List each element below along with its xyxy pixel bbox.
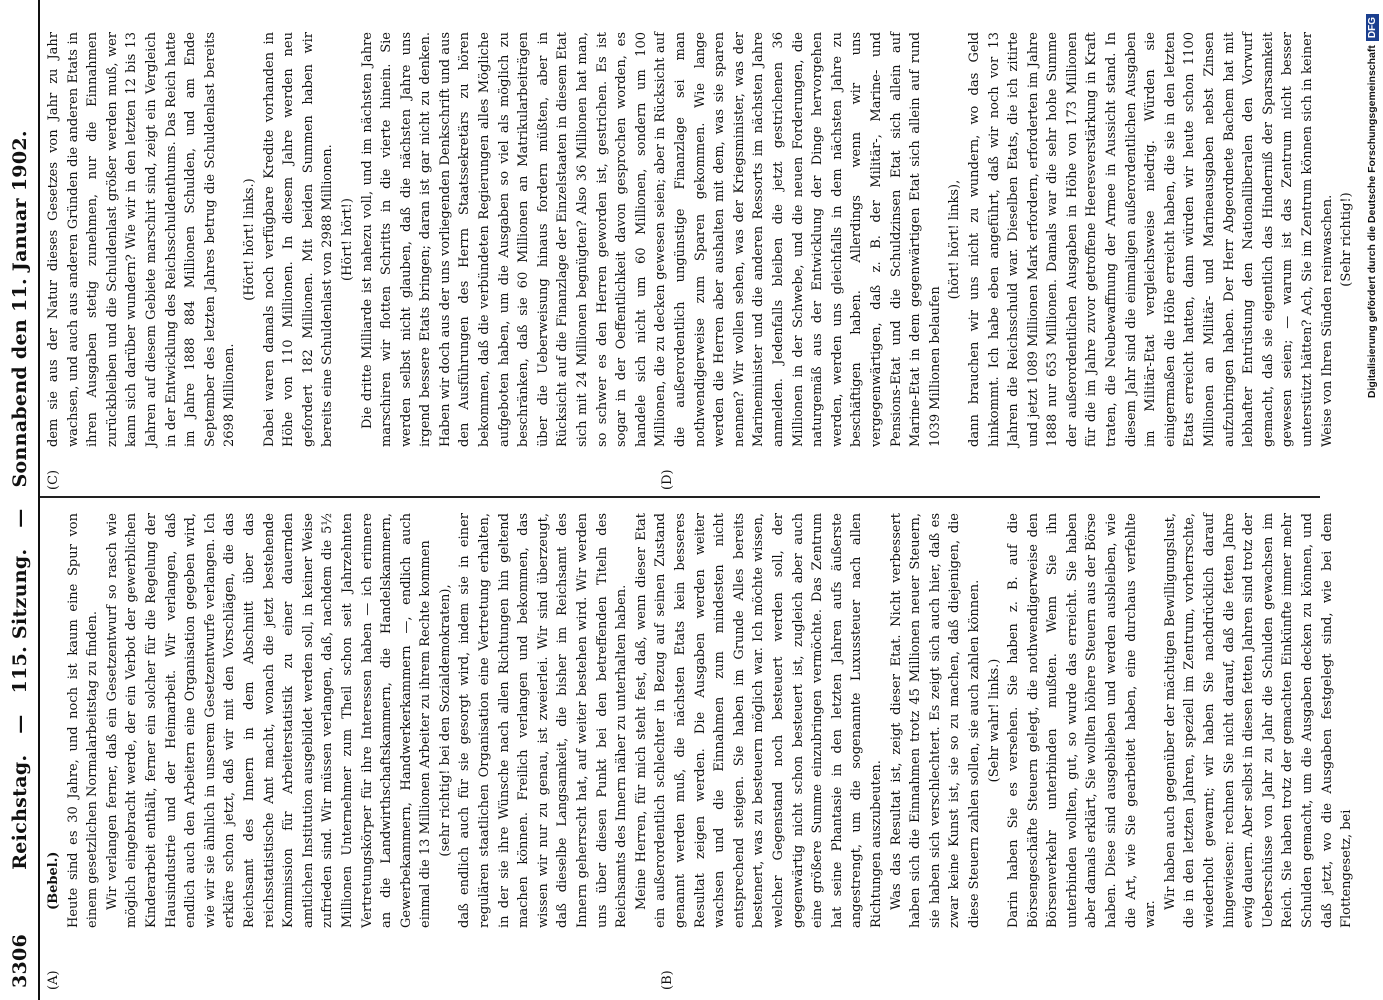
margin-marker-c: (C): [46, 469, 61, 490]
right-column-paragraph: [240, 32, 260, 447]
paragraph-text: (Sehr wahr! links.): [986, 658, 1002, 783]
left-column-paragraph: [887, 513, 985, 928]
right-column-paragraph: [260, 32, 338, 447]
assembly-name: Reichstag.: [9, 754, 31, 870]
right-column-paragraph: [965, 32, 1337, 447]
session-name: 115. Sitzung.: [9, 548, 31, 694]
header-dash-2: —: [9, 508, 31, 528]
margin-marker-d: (D): [660, 469, 675, 490]
paragraph-text: (Hört! hört! links.): [241, 178, 257, 301]
paragraph-text: Dabei waren damals noch verfügbare Kredite vorhanden in Höhe von 110 Millionen. In diesem Jahre werden neu gefordert 182 Millionen. Mit beiden Summen haben wir bereits eine Schuldenlast von 2988 Millionen.: [261, 32, 336, 447]
right-column: [44, 32, 1357, 447]
paragraph-text: dann brauchen wir uns nicht zu wundern, wo das Geld hinkommt. Ich habe eben angeführt, daß wir noch vor 13 Jahren die Reichsschuld war. Dieselben Etats, die ich zitirte und jetzt 1089 Millionen Mark erfordern, erforderten im Jahre 1888 nur 653 Millionen. Damals war die sehr hohe Summe der außerordentlichen Ausgaben in Höhe von 173 Millionen für die im Jahre zuvor getroffene Heeresverstärkung in Kraft traten, die Neubewaffnung der Armee in Aussicht stand. In diesem Jahr sind die einmaligen außerordentlichen Ausgaben im Militär-Etat vergleichsweise niedrig. Würden sie einigermaßen die Höhe erreicht haben, die sie in den letzten Etats erreicht hatten, dann würden wir heute schon 1100 Millionen an Militär- und Marineausgaben nebst Zinsen aufzubringen haben. Der Herr Abgeordnete Bachem hat mit lebhafter Entrüstung den Nationalliberalen den Vorwurf gemacht, daß sie eigentlich das Hinderniß der Sparsamkeit gewesen seien; — warum ist das Zentrum nicht besser unterstützt hätten? Ach, Sie im Zentrum können sich in keiner Weise von Ihren Sünden reinwaschen.: [966, 32, 1335, 447]
left-column-paragraph: [436, 513, 456, 928]
column-divider: [40, 496, 1320, 498]
left-column-paragraph: [985, 513, 1005, 928]
paragraph-text: Wir haben auch gegenüber der mächtigen Bewilligungslust, die in den letzten Jahren, speziell im Zentrum, vorherrschte, wiederholt gewarnt; wir haben Sie nachdrücklich darauf hingewiesen: rechnen Sie nicht darauf, daß die fetten Jahre ewig dauern. Aber selbst in diesen fetten Jahren sind trotz der Ueberschüsse von Jahr zu Jahr die Schulden gewachsen im Reich. Sie haben trotz der gemachten Einkünfte immer mehr Schulden gemacht, um die Ausgaben decken zu können, und daß jetzt, wo die Ausgaben festgelegt sind, wie bei dem Flottengesetz, bei: [1162, 513, 1355, 928]
speaker-name: (Bebel.): [46, 851, 61, 910]
paragraph-text: (Hört! hört!): [339, 198, 355, 281]
right-column-paragraph: [338, 32, 358, 447]
margin-marker-b: (B): [660, 970, 675, 990]
left-column-paragraph: [1161, 513, 1357, 928]
paragraph-text: daß endlich auch für sie gesorgt wird, indem sie in einer regulären staatlichen Organisation eine Vertretung erhalten, in der sie ihre Wünsche nach allen Richtungen hin geltend machen können. Freilich verlangen und bekommen, das wissen wir nur zu genau, ist zweierlei. Wir sind überzeugt, daß dieselbe Langsamkeit, die bisher im Reichsamt des Innern geherrscht hat, auf weiter bestehen wird. Wir werden uns über diesen Punkt bei den betreffenden Titeln des Reichsamts des Innern näher zu unterhalten haben.: [457, 513, 630, 928]
left-column-paragraph: [455, 513, 631, 928]
right-column-paragraph: [945, 32, 965, 447]
left-column-paragraph: [103, 513, 436, 928]
right-column-paragraph: [1337, 32, 1357, 447]
paragraph-text: (hört! hört! links),: [947, 179, 963, 300]
page-header: [2, 0, 40, 1000]
paragraph-text: Meine Herren, für mich steht fest, daß, wenn dieser Etat ein außerordentlich schlechter in Bezug auf seinen Zustand genannt werden muß, die nächsten Etats kein besseres Resultat zeigen werden. Die Ausgaben werden weiter wachsen und die Einnahmen zum mindesten nicht entsprechend steigen. Sie haben im Grunde Alles bereits bestenert, was zu besteuern möglich war. Ich möchte wissen, welcher Gegenstand noch besteuert werden soll, der gegenwärtig nicht schon besteuert ist, zugleich aber auch eine größere Summe einzubringen vermöchte. Das Zentrum hat seine Phantasie in den letzten Jahren aufs äußerste angestrengt, um die sogenannte Luxussteuer nach allen Richtungen auszubeuten.: [633, 513, 884, 928]
header-dash: —: [9, 714, 31, 734]
right-column-paragraph: [44, 32, 240, 447]
left-column-paragraph: [1004, 513, 1161, 928]
digitization-notice: [1357, 10, 1379, 990]
paragraph-text: (sehr richtig! bei den Sozialdemokraten),: [437, 584, 453, 857]
paragraph-text: dem sie aus der Natur dieses Gesetzes von Jahr zu Jahr wachsen, und auch aus anderen Gründen die anderen Etats in ihren Ausgaben stetig zunehmen, nur die Einnahmen zurückbleiben und die Schuldenlast größer werden muß, wer kann sich darüber wundern? Wie wir in den letzten 12 bis 13 Jahren auf diesem Gebiete marschirt sind, zeigt ein Vergleich in der Entwicklung des Reichsschuldenthums. Das Reich hatte im Jahre 1888 884 Millionen Schulden, und am Ende September des letzten Jahres betrug die Schuldenlast bereits 2698 Millionen.: [46, 32, 238, 447]
session-date: Sonnabend den 11. Januar 1902.: [9, 130, 31, 488]
right-column-paragraph: [358, 32, 946, 447]
paragraph-text: Wir verlangen ferner, daß ein Gesetzentwurf so rasch wie möglich eingebracht werde, der ein Verbot der gewerblichen Kinderarbeit enthält, ferner ein solcher für die Regelung der Hausindustrie und der Heimarbeit. Wir verlangen, daß endlich auch den Arbeitern eine Organisation gegeben wird, wie wir sie ähnlich in unserem Gesetzentwurfe verlangen. Ich erkläre schon jetzt, daß wir mit den Vorschlägen, die das Reichsamt des Innern in dem Abschnitt über das reichsstatistische Amt macht, wonach die jetzt bestehende Kommission für Arbeiterstatistik zu einer dauernden amtlichen Institution ausgebildet werden soll, in keiner Weise zufrieden sind. Wir müssen verlangen, daß, nachdem die 5½ Millionen Unternehmer zum Theil schon seit Jahrzehnten Vertretungskörper für ihre Interessen haben — ich erinnere an die Landwirthschaftskammern, die Handelskammern, Gewerbekammern, Handwerkerkammern —, endlich auch einmal die 13 Millionen Arbeiter zu ihrem Rechte kommen: [104, 513, 434, 928]
paragraph-text: Die dritte Milliarde ist nahezu voll, und im nächsten Jahre marschiren wir flotten Schritts in die vierte hinein. Sie werden selbst nicht glauben, daß die nächsten Jahre uns irgend bessere Etats bringen; daran ist gar nicht zu denken. Haben wir doch aus der uns vorliegenden Denkschrift und aus den Ausführungen des Herrn Staatssekretärs zu hören bekommen, daß die verbündeten Regierungen alles Mögliche aufgeboten haben, um die Ausgaben so viel als möglich zu beschränken, daß sie 60 Millionen an Matrikularbeiträgen über die Ueberweisung hinaus fordern müßten, aber in Rücksicht auf die Finanzlage der Einzelstaaten in diesem Etat sich mit 24 Millionen begnügten? Also 36 Millionen hat man, so schwer es den Herren geworden ist, gestrichen. Es ist sogar in der Oeffentlichkeit davon gesprochen worden, es handele sich nicht um 60 Millionen, sondern um 100 Millionen, die zu decken gewesen seien; aber in Rücksicht auf die außerordentlich ungünstige Finanzlage sei man nothwendigerweise zum Sparen gekommen. Wie lange werden die Herren aber aushalten mit dem, was sie sparen nennen? Wir wollen sehen, was der Kriegsminister, was der Marineminister und die anderen Ressorts im nächsten Jahre anmelden. Jedenfalls bleiben die jetzt gestrichenen 36 Millionen in der Schwebe, und die neuen Forderungen, die naturgemäß aus der Entwicklung der Dinge hervorgehen werden, werden uns gleichfalls in dem nächsten Jahre zu beschäftigen haben. Allerdings wenn wir uns vergegenwärtigen, daß z. B. der Militär-, Marine- und Pensions-Etat und die Schuldzinsen Etat sich allein auf Marine-Etat in dem gegenwärtigen Etat sich allein auf rund 1039 Millionen belaufen: [359, 32, 943, 447]
digitization-text: Digitalisierung gefördert durch die Deutsche Forschungsgemeinschaft: [1366, 45, 1378, 399]
left-column: [44, 513, 1357, 928]
paragraph-text: Heute sind es 30 Jahre, und noch ist kaum eine Spur von einem gesetzlichen Normalarbeitstag zu finden.: [65, 513, 101, 928]
left-column-paragraph: [632, 513, 887, 928]
paragraph-text: (Sehr richtig!): [1339, 192, 1355, 287]
left-column-paragraph: [44, 513, 103, 928]
page-number: 3306: [9, 933, 31, 988]
margin-marker-a: (A): [46, 970, 61, 990]
header-title: [9, 0, 31, 1000]
paragraph-text: Was das Resultat ist, zeigt dieser Etat. Nicht verbessert haben sich die Einnahmen trotz 45 Millionen neuer Steuern, sie haben sich verschlechtert. Es zeigt sich auch hier, daß es zwar keine Kunst ist, sie so zu machen, daß diejenigen, die diese Steuern zahlen sollen, sie auch zahlen können.: [888, 513, 982, 928]
dfg-logo: DFG: [1366, 14, 1379, 41]
paragraph-text: Darin haben Sie es versehen. Sie haben z. B. auf die Börsengeschäfte Steuern gelegt, die nothwendigerweise den Börsenverkehr unterbinden mußten. Wenn Sie ihn unterbinden wollten, gut, so wurde das erreicht. Sie haben aber damals erklärt, Sie wollten höhere Steuern aus der Börse haben. Diese sind ausgeblieben und werden ausbleiben, wie die Art, wie Sie gearbeitet haben, eine durchaus verfehlte war.: [1006, 513, 1159, 928]
